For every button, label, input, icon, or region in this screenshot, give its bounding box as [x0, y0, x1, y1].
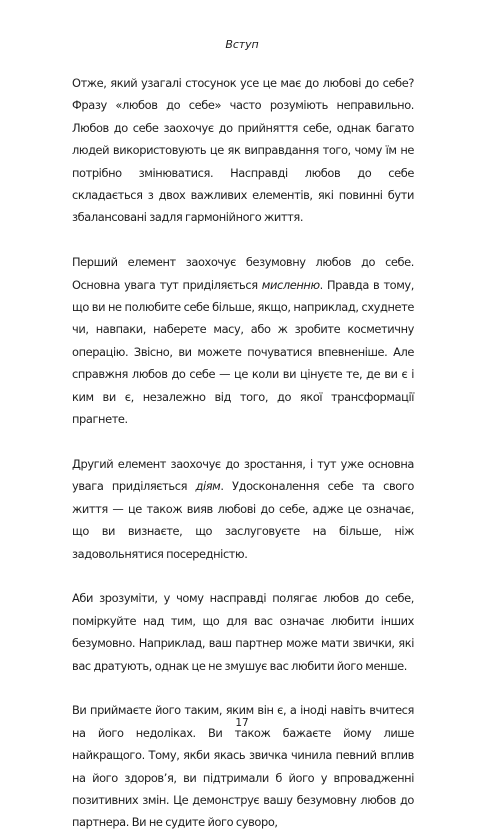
- paragraph-3-text-before: Другий елемент заохочує до зростання, і тут уже основна увага приділяється: [72, 456, 414, 494]
- page-number: 17: [235, 717, 249, 729]
- running-head: Вступ: [225, 38, 259, 51]
- paragraph-3-text-after: . Удосконалення себе та свого життя — це також вияв любові до себе, адже це означає, що ви визнаєте, що заслуговуєте на більше, ніж задовольнятися посередністю.: [72, 479, 414, 561]
- paragraph-2-text-before: Перший елемент заохочує безумовну любов до себе. Основна увага тут приділяється: [72, 255, 414, 292]
- paragraph-2-emphasis: мисленню: [261, 277, 320, 292]
- paragraph-4: Аби зрозуміти, у чому насправді полягає любов до себе, поміркуйте над тим, що для вас означає любити інших безумовно. Наприклад, ваш партнер може мати звички, які вас дратують, однак це не змушує вас любити його менше.: [72, 591, 414, 673]
- paragraph-2: [72, 251, 414, 430]
- paragraph-2-text-after: . Правда в тому, що ви не полюбите себе більше, якщо, наприклад, схуднете чи, навпаки, наберете масу, або ж зробите косметичну операцію. Звісно, ви можете почуватися впевненіше. Але справжня любов до себе — це коли ви цінуєте те, де ви є і ким ви є, незалежно від того, до якої трансформації прагнете.: [72, 277, 414, 427]
- paragraph-5: Ви приймаєте його таким, яким він є, а іноді навіть вчитеся на його недоліках. Ви також бажаєте йому лише найкращого. Тому, якби якась звичка чинила певний вплив на його здоров’я, ви підтримали б його у впровадженні позитивних змін. Це демонструє вашу безумовну любов до партнера. Ви не судите його суворо,: [72, 703, 414, 830]
- paragraph-3-emphasis: діям: [195, 479, 221, 494]
- paragraph-3: [72, 453, 414, 565]
- paragraph-1: Отже, який узагалі стосунок усе це має до любові до себе? Фразу «любов до себе» часто розуміють неправильно. Любов до себе заохочує до прийняття себе, однак багато людей використовують це як виправдання того, чому їм не потрібно змінюватися. Насправді любов до себе складається з двох важливих елементів, які повинні бути збалансовані задля гармонійного життя.: [72, 76, 414, 225]
